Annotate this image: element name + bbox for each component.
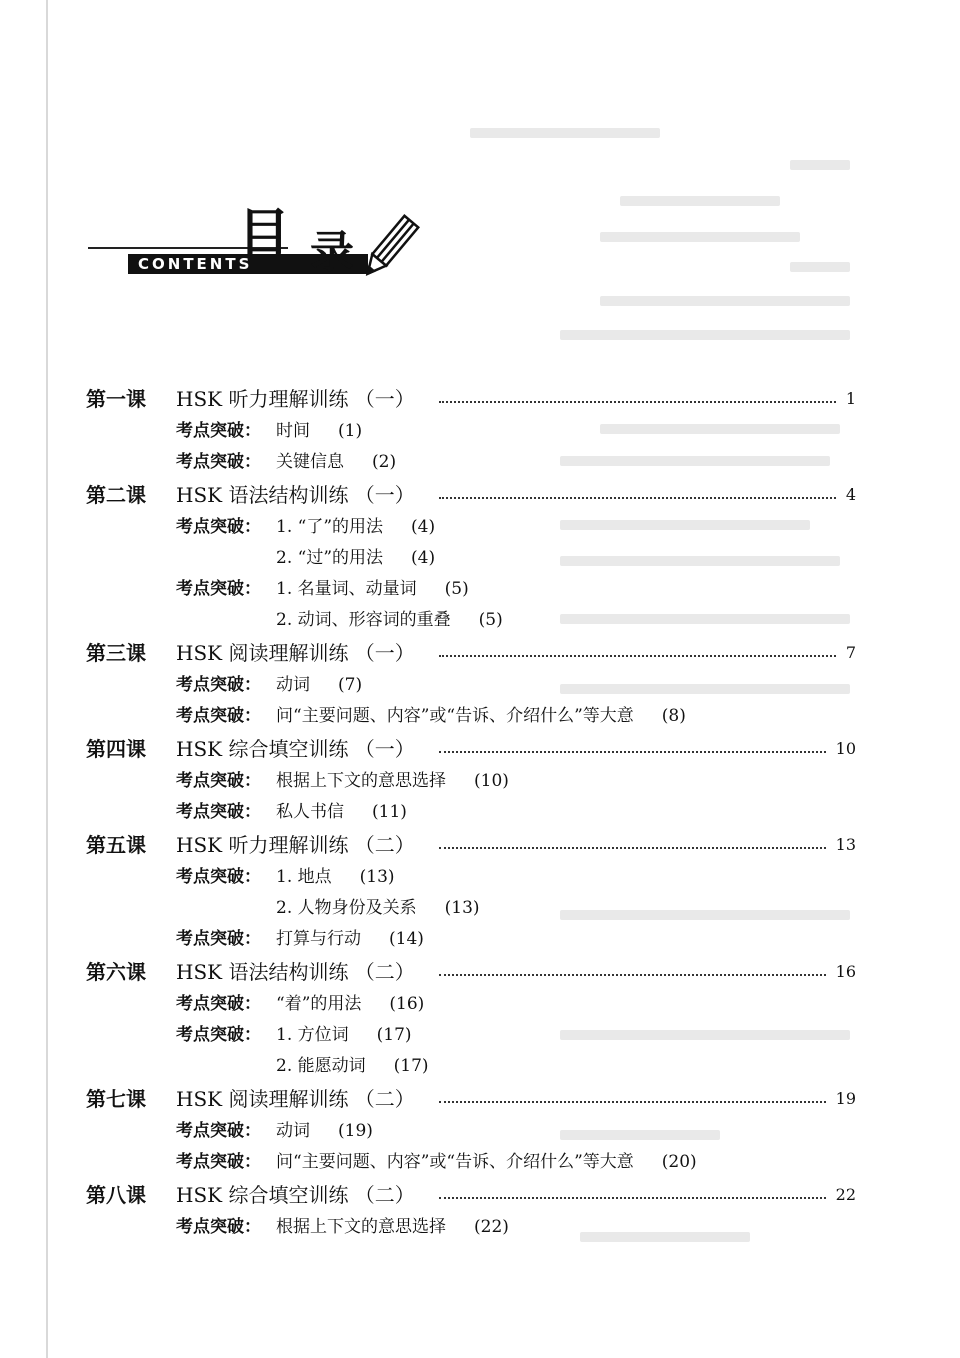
entry-text [276,447,396,478]
entry-topic: 1. 地点 [276,867,332,887]
entry-topic: 2. “过”的用法 [276,548,384,568]
lesson-title: HSK 综合填空训练 （一） [176,737,415,761]
toc-entry[interactable] [86,701,856,732]
lesson-title: HSK 听力理解训练 （二） [176,833,415,857]
entry-page-number: (2) [372,452,397,472]
entry-topic: “着”的用法 [276,994,362,1014]
lesson-number: 第一课 [86,387,146,411]
entry-text [276,766,509,797]
entry-topic: 1. 名量词、动量词 [276,579,417,599]
entry-page-number: (4) [411,517,436,537]
toc-entry[interactable] [86,670,856,701]
toc-entry[interactable] [86,862,856,893]
entry-page-number: (17) [393,1056,429,1076]
dot-leader [439,497,836,499]
lesson-row[interactable] [86,1082,856,1116]
lesson-number: 第四课 [86,737,146,761]
lesson-number: 第六课 [86,960,146,984]
entry-label: 考点突破： [176,675,261,695]
entry-page-number: (13) [444,898,480,918]
entry-text [276,862,395,893]
entry-label: 考点突破： [176,929,261,949]
page-edge [46,0,48,1358]
lesson-title: HSK 阅读理解训练 （一） [176,641,415,665]
entry-page-number: (17) [376,1025,412,1045]
entry-topic: 时间 [276,421,310,441]
entry-page-number: (5) [444,579,469,599]
lesson-title: HSK 听力理解训练 （一） [176,387,415,411]
entry-topic: 2. 能愿动词 [276,1056,366,1076]
entry-topic: 根据上下文的意思选择 [276,771,446,791]
dot-leader [439,1197,826,1199]
lesson-number: 第八课 [86,1183,146,1207]
heading-char-mu: 目 [238,204,291,264]
entry-label: 考点突破： [176,1121,261,1141]
lesson-page-number: 1 [845,389,856,408]
entry-label: 考点突破： [176,994,261,1014]
entry-page-number: (22) [474,1217,509,1237]
lesson-row[interactable] [86,828,856,862]
lesson-page-number: 4 [845,485,856,504]
lesson-row[interactable] [86,382,856,416]
lesson-row[interactable] [86,732,856,766]
dot-leader [439,974,826,976]
entry-text [276,416,362,447]
entry-page-number: (5) [478,610,503,630]
lesson-page-number: 10 [835,739,856,758]
entry-label: 考点突破： [176,771,261,791]
lesson-row[interactable] [86,1178,856,1212]
toc-entry[interactable] [86,447,856,478]
entry-label: 考点突破： [176,517,261,537]
entry-page-number: (14) [389,929,424,949]
entry-topic: 私人书信 [276,802,344,822]
entry-label: 考点突破： [176,452,261,472]
toc-entry[interactable] [86,766,856,797]
entry-topic: 关键信息 [276,452,344,472]
entry-label: 考点突破： [176,1217,261,1237]
pencil-icon [350,208,420,298]
heading-char-lu: 录 [310,227,354,278]
lesson-title: HSK 语法结构训练 （一） [176,483,415,507]
entry-page-number: (19) [338,1121,373,1141]
toc-entry[interactable] [86,893,856,924]
toc-entry[interactable] [86,416,856,447]
entry-label: 考点突破： [176,802,261,822]
entry-topic: 动词 [276,1121,310,1141]
entry-topic: 动词 [276,675,310,695]
entry-text [276,1020,412,1051]
entry-text [276,574,469,605]
entry-label: 考点突破： [176,867,261,887]
toc-entry[interactable] [86,1212,856,1243]
toc-entry[interactable] [86,1116,856,1147]
lesson-page-number: 13 [835,835,856,854]
entry-topic: 问“主要问题、内容”或“告诉、介绍什么”等大意 [276,706,634,726]
entry-page-number: (10) [474,771,509,791]
lesson-number: 第五课 [86,833,146,857]
toc-entry[interactable] [86,1147,856,1178]
entry-text [276,701,686,732]
entry-page-number: (13) [359,867,395,887]
entry-page-number: (20) [661,1152,697,1172]
toc-entry[interactable] [86,1020,856,1051]
entry-text [276,543,435,574]
entry-page-number: (16) [389,994,425,1014]
toc-entry[interactable] [86,924,856,955]
entry-text [276,512,435,543]
entry-label: 考点突破： [176,1025,261,1045]
entry-topic: 问“主要问题、内容”或“告诉、介绍什么”等大意 [276,1152,634,1172]
entry-text [276,989,424,1020]
lesson-page-number: 7 [845,643,856,662]
entry-text [276,605,503,636]
lesson-number: 第二课 [86,483,146,507]
toc-entry[interactable] [86,989,856,1020]
dot-leader [439,401,836,403]
lesson-row[interactable] [86,636,856,670]
entry-page-number: (11) [372,802,407,822]
entry-label: 考点突破： [176,1152,261,1172]
lesson-title: HSK 语法结构训练 （二） [176,960,415,984]
entry-text [276,797,407,828]
entry-page-number: (7) [338,675,363,695]
table-of-contents [86,382,856,1243]
entry-text [276,1147,697,1178]
lesson-title: HSK 综合填空训练 （二） [176,1183,415,1207]
entry-topic: 根据上下文的意思选择 [276,1217,446,1237]
entry-topic: 打算与行动 [276,929,361,949]
entry-page-number: (1) [338,421,363,441]
entry-topic: 2. 动词、形容词的重叠 [276,610,451,630]
entry-topic: 1. 方位词 [276,1025,349,1045]
lesson-number: 第三课 [86,641,146,665]
dot-leader [439,751,826,753]
toc-entry[interactable] [86,512,856,543]
entry-text [276,1116,373,1147]
entry-page-number: (8) [661,706,686,726]
entry-text [276,1051,429,1082]
entry-label: 考点突破： [176,706,261,726]
contents-banner: CONTENTS [128,254,368,274]
lesson-title: HSK 阅读理解训练 （二） [176,1087,415,1111]
dot-leader [439,655,836,657]
lesson-row[interactable] [86,478,856,512]
entry-text [276,924,424,955]
toc-entry[interactable] [86,797,856,828]
dot-leader [439,847,826,849]
entry-page-number: (4) [411,548,436,568]
toc-entry[interactable] [86,605,856,636]
entry-topic: 2. 人物身份及关系 [276,898,417,918]
toc-entry[interactable] [86,543,856,574]
toc-entry[interactable] [86,1051,856,1082]
dot-leader [439,1101,826,1103]
entry-label: 考点突破： [176,579,261,599]
lesson-number: 第七课 [86,1087,146,1111]
contents-header [88,200,428,310]
entry-label: 考点突破： [176,421,261,441]
entry-text [276,670,362,701]
entry-text [276,1212,509,1243]
toc-entry[interactable] [86,574,856,605]
lesson-page-number: 16 [835,962,856,981]
lesson-page-number: 22 [835,1185,856,1204]
lesson-row[interactable] [86,955,856,989]
entry-topic: 1. “了”的用法 [276,517,384,537]
lesson-page-number: 19 [835,1089,856,1108]
entry-text [276,893,480,924]
